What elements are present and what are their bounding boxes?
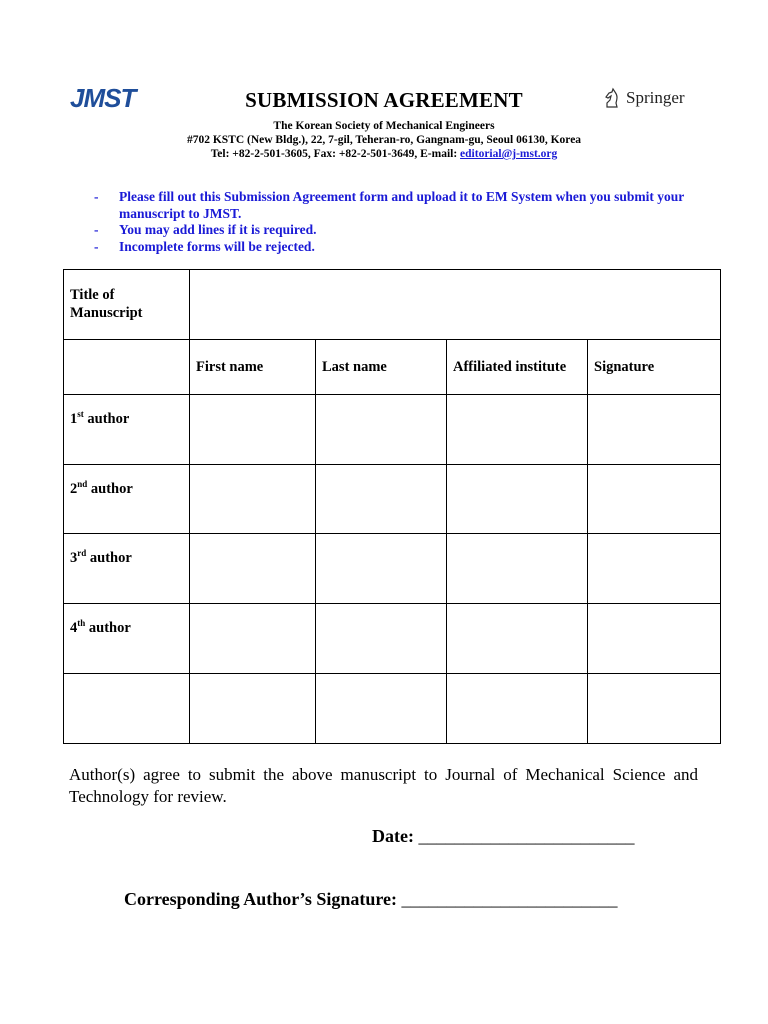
contact-text: Tel: +82-2-501-3605, Fax: +82-2-501-3649, E-mail:: [210, 148, 461, 160]
date-field[interactable]: ________________________: [418, 826, 635, 846]
signature-label: Corresponding Author’s Signature:: [124, 889, 398, 909]
instruction-item: [94, 189, 704, 222]
author-label: [64, 465, 190, 534]
first-name-field[interactable]: [190, 465, 316, 534]
first-name-field[interactable]: [190, 674, 316, 744]
instruction-text: Incomplete forms will be rejected.: [119, 238, 315, 254]
manuscript-title-field[interactable]: [190, 270, 721, 340]
table-row: [64, 674, 721, 744]
date-label: Date:: [372, 826, 414, 846]
institute-field[interactable]: [447, 395, 588, 465]
column-header: Signature: [588, 340, 721, 395]
author-label: [64, 395, 190, 465]
column-header: Affiliated institute: [447, 340, 588, 395]
author-number: 1: [70, 410, 78, 427]
empty-cell: [64, 340, 190, 395]
org-name: The Korean Society of Mechanical Engineers: [273, 120, 495, 132]
ordinal-suffix: th: [77, 618, 86, 628]
org-address: #702 KSTC (New Bldg.), 22, 7-gil, Teheran-ro, Gangnam-gu, Seoul 06130, Korea: [186, 134, 582, 146]
column-header: Last name: [316, 340, 447, 395]
instruction-text: Please fill out this Submission Agreement form and upload it to EM System when you submit your manuscript to JMST.: [119, 189, 685, 221]
author-number: 4: [70, 619, 78, 636]
ordinal-suffix: st: [77, 409, 84, 419]
date-line: [372, 826, 634, 847]
table-row: [64, 534, 721, 604]
table-row: [64, 604, 721, 674]
title-label-cell: [64, 270, 190, 340]
organization-info: [0, 119, 768, 161]
ordinal-suffix: nd: [77, 479, 88, 489]
corresponding-signature-field[interactable]: ________________________: [401, 889, 618, 909]
column-header: First name: [190, 340, 316, 395]
title-label-line: Manuscript: [70, 305, 143, 321]
author-table: [63, 269, 721, 744]
springer-wordmark: Springer: [626, 88, 685, 107]
table-row: [64, 395, 721, 465]
instructions-list: [94, 189, 704, 255]
ordinal-suffix: rd: [77, 548, 87, 558]
signature-field[interactable]: [588, 604, 721, 674]
extra-author-label-field[interactable]: [64, 674, 190, 744]
bullet-dash: -: [94, 189, 99, 204]
last-name-field[interactable]: [316, 465, 447, 534]
instruction-text: You may add lines if it is required.: [119, 222, 317, 237]
author-label: [64, 604, 190, 674]
email-link[interactable]: editorial@j-mst.org: [460, 148, 558, 160]
author-number: 3: [70, 549, 78, 566]
title-label-line: Title of: [70, 287, 115, 303]
last-name-field[interactable]: [316, 534, 447, 604]
table-row: [64, 270, 721, 340]
svg-text:JMST: JMST: [70, 84, 136, 112]
author-word: author: [83, 410, 130, 427]
institute-field[interactable]: [447, 604, 588, 674]
institute-field[interactable]: [447, 534, 588, 604]
signature-line: [124, 889, 618, 910]
first-name-field[interactable]: [190, 534, 316, 604]
table-row: [64, 465, 721, 534]
instruction-item: [94, 222, 704, 239]
signature-field[interactable]: [588, 674, 721, 744]
signature-field[interactable]: [588, 534, 721, 604]
bullet-dash: -: [94, 222, 99, 237]
org-contact: [0, 147, 768, 161]
page-title: SUBMISSION AGREEMENT: [245, 88, 523, 112]
agreement-text: Author(s) agree to submit the above manuscript to Journal of Mechanical Science and Technology for review.: [69, 765, 698, 806]
institute-field[interactable]: [447, 465, 588, 534]
first-name-field[interactable]: [190, 604, 316, 674]
signature-field[interactable]: [588, 465, 721, 534]
author-word: author: [86, 549, 132, 566]
author-label: [64, 534, 190, 604]
last-name-field[interactable]: [316, 674, 447, 744]
author-number: 2: [70, 480, 78, 497]
institute-field[interactable]: [447, 674, 588, 744]
last-name-field[interactable]: [316, 604, 447, 674]
author-word: author: [87, 480, 133, 497]
table-header-row: [64, 340, 721, 395]
signature-field[interactable]: [588, 395, 721, 465]
first-name-field[interactable]: [190, 395, 316, 465]
last-name-field[interactable]: [316, 395, 447, 465]
instruction-item: [94, 239, 704, 256]
author-word: author: [85, 619, 131, 636]
bullet-dash: -: [94, 238, 99, 254]
